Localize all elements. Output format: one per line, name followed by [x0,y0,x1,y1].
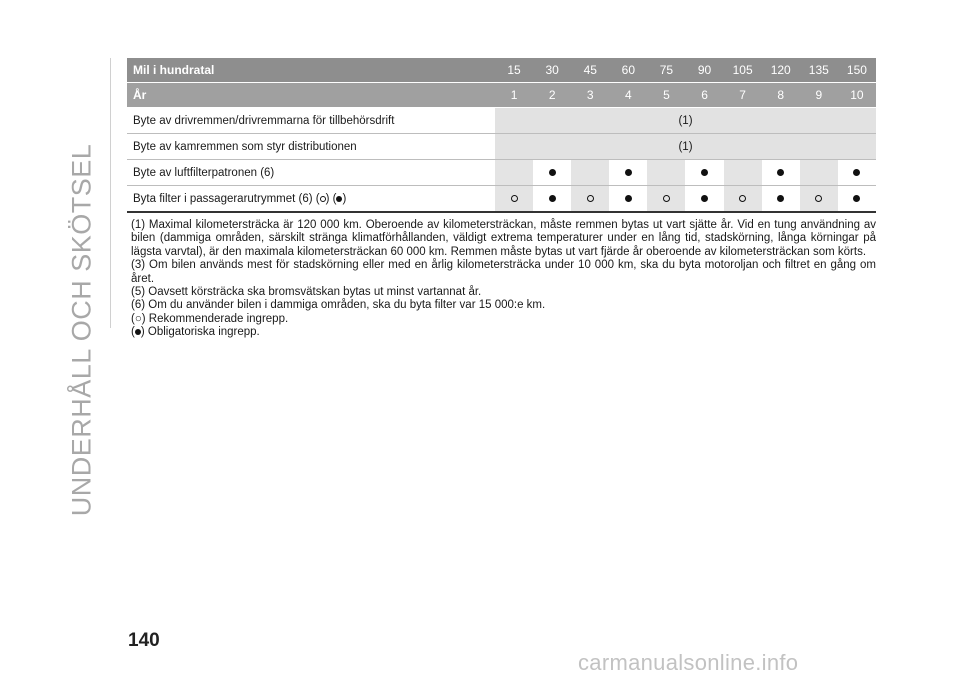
header-year-value: 4 [609,83,647,108]
row-label [127,160,495,186]
header-km-value: 90 [685,58,723,83]
row-label-text: Byte av drivremmen/drivremmarna för tillbehörsdrift [133,114,395,127]
filled-circle-icon [701,195,708,202]
filled-circle-icon [135,329,141,335]
header-km-value: 30 [533,58,571,83]
filled-circle-icon [625,195,632,202]
header-km-value: 105 [724,58,762,83]
header-year-label: År [127,83,495,108]
filled-circle-icon [701,169,708,176]
legend-mandatory: ( ) Obligatoriska ingrepp. [131,326,260,339]
footnotes [131,219,876,340]
open-circle-icon [320,196,326,202]
schedule-cell [647,160,685,186]
table-row [127,134,876,160]
filled-circle-icon [336,196,342,202]
filled-circle-icon [625,169,632,176]
footnote: (○) Rekommenderade ingrepp. [131,312,289,325]
schedule-cell [724,186,762,213]
footnote: (6) Om du använder bilen i dammiga områden, ska du byta filter var 15 000:e km. [131,299,546,312]
header-year-value: 2 [533,83,571,108]
watermark: carmanualsonline.info [578,650,799,675]
filled-circle-icon [853,195,860,202]
footnote: (3) Om bilen används mest för stadskörning eller med en årlig kilometersträcka under 10 000 km, ska du byta motoroljan och filtret en gång om året. [131,259,876,285]
header-year-value: 9 [800,83,838,108]
header-km-value: 45 [571,58,609,83]
row-label-symbols: ) ( ) [320,193,347,205]
table-row [127,108,876,134]
table-row [127,160,876,186]
header-km-value: 75 [647,58,685,83]
schedule-cell [571,186,609,213]
table-row [127,186,876,213]
open-circle-icon [511,195,518,202]
schedule-cell [685,186,723,213]
row-label [127,108,495,134]
schedule-cell [495,186,533,213]
header-year-value: 5 [647,83,685,108]
page-number: 140 [128,630,160,651]
row-label [127,134,495,160]
schedule-cell [800,160,838,186]
schedule-cell [724,160,762,186]
header-row-km [127,58,876,83]
schedule-cell [533,186,571,213]
schedule-cell [571,160,609,186]
schedule-cell [762,186,800,213]
footnote: (5) Oavsett körsträcka ska bromsvätskan bytas ut minst vartannat år. [131,286,482,299]
filled-circle-icon [549,195,556,202]
row-label [127,186,495,213]
header-km-value: 15 [495,58,533,83]
schedule-cell [800,186,838,213]
maintenance-schedule-table [127,58,876,213]
header-km-value: 135 [800,58,838,83]
header-row-year [127,83,876,108]
header-km-value: 150 [838,58,876,83]
row-label-text: Byta filter i passagerarutrymmet (6) ( [133,192,320,205]
row-note: (1) [495,108,876,134]
schedule-cell [647,186,685,213]
schedule-cell [838,186,876,213]
open-circle-icon [587,195,594,202]
schedule-cell [609,186,647,213]
row-label-text: Byte av luftfilterpatronen (6) [133,166,275,179]
side-chapter-title-text: UNDERHÅLL OCH SKÖTSEL [66,143,97,517]
header-year-value: 1 [495,83,533,108]
header-km-label: Mil i hundratal [127,58,495,83]
header-year-value: 7 [724,83,762,108]
row-note: (1) [495,134,876,160]
legend-mandatory-text: Obligatoriska ingrepp. [144,326,260,339]
header-year-value: 3 [571,83,609,108]
schedule-cell [533,160,571,186]
schedule-cell [838,160,876,186]
header-year-value: 6 [685,83,723,108]
schedule-cell [762,160,800,186]
header-year-value: 10 [838,83,876,108]
filled-circle-icon [777,195,784,202]
side-divider [110,58,111,328]
filled-circle-icon [777,169,784,176]
header-year-value: 8 [762,83,800,108]
schedule-cell [685,160,723,186]
footnote: (1) Maximal kilometersträcka är 120 000 km. Oberoende av kilometersträckan, måste remmen bytas ut vart sjätte år. Vid en tung användning av bilen (dammiga områden, särskilt stränga klimatförhållanden, väldigt extrema temperaturer under en lång tid, stadskörning, långa körningar på lägsta varvtal), är den maximala kilometersträckan 60 000 km. Remmen måste bytas ut vart fjärde år oberoende av kilometersträckan som körts. [131,219,876,258]
filled-circle-icon [853,169,860,176]
header-km-value: 60 [609,58,647,83]
header-km-value: 120 [762,58,800,83]
open-circle-icon [663,195,670,202]
open-circle-icon [739,195,746,202]
schedule-cell [609,160,647,186]
filled-circle-icon [549,169,556,176]
open-circle-icon [815,195,822,202]
row-label-text: Byte av kamremmen som styr distributionen [133,140,357,153]
schedule-cell [495,160,533,186]
